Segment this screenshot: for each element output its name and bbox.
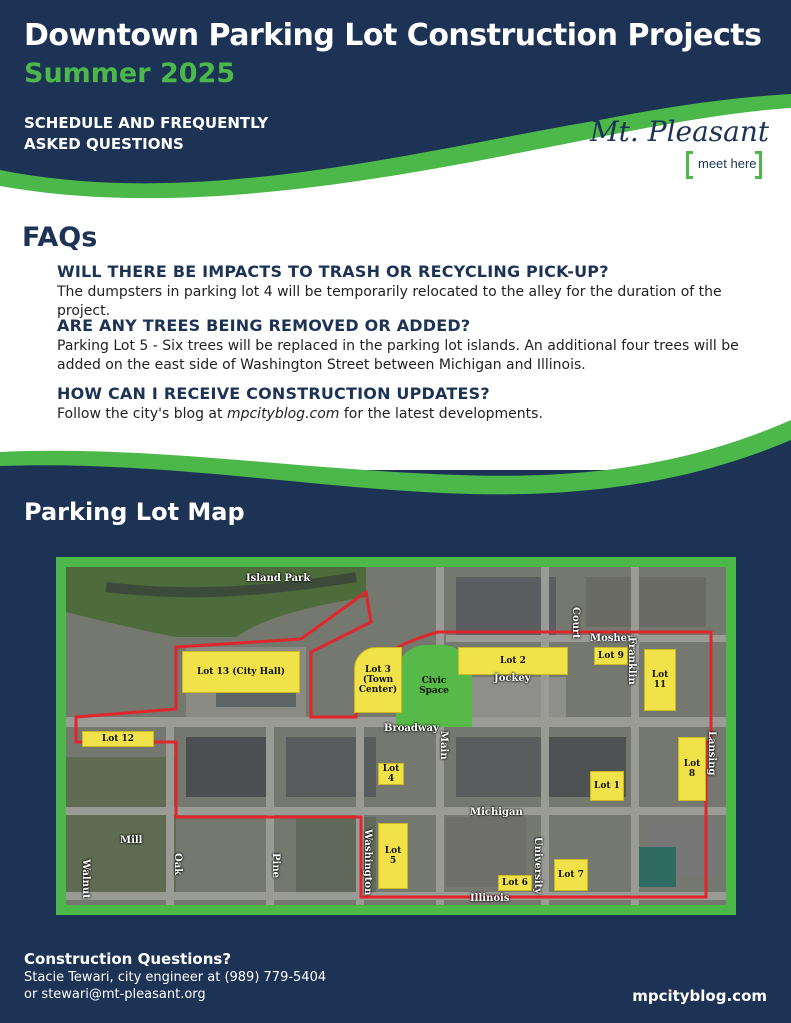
- lot-12: [82, 731, 154, 747]
- contact-line-2: or stewari@mt-pleasant.org: [24, 987, 206, 1002]
- lot-1-label: Lot 1: [594, 781, 620, 791]
- logo-tagline: meet here: [698, 156, 757, 171]
- lot-9-label: Lot 9: [598, 651, 624, 661]
- lot-2-label: Lot 2: [500, 656, 526, 666]
- map-heading: Parking Lot Map: [24, 498, 245, 526]
- street-broadway: Broadway: [384, 723, 439, 734]
- street-main: Main: [438, 731, 449, 760]
- faq-question: WILL THERE BE IMPACTS TO TRASH OR RECYCLING PICK-UP?: [57, 262, 609, 281]
- lot-5-number: 5: [389, 856, 397, 866]
- street-mill: Mill: [120, 835, 143, 846]
- blog-link[interactable]: mpcityblog.com: [226, 406, 340, 422]
- page-title: Downtown Parking Lot Construction Projects: [24, 18, 762, 53]
- lot-12-label: Lot 12: [101, 734, 135, 744]
- faq-item: [57, 384, 757, 424]
- lot-13: [182, 651, 300, 693]
- faq-answer: The dumpsters in parking lot 4 will be temporarily relocated to the alley for the duration of the project.: [57, 284, 722, 319]
- lot-4-label: Lot 4: [382, 764, 400, 784]
- lot-3-sublabel: (Town Center): [358, 675, 398, 695]
- lot-4: [378, 763, 404, 785]
- city-logo: [590, 115, 770, 187]
- lot-7-label: Lot 7: [558, 870, 584, 880]
- faq-question: ARE ANY TREES BEING REMOVED OR ADDED?: [57, 316, 471, 335]
- page-subtitle: Summer 2025: [24, 58, 236, 89]
- parking-map: [66, 567, 726, 905]
- civic-label-1: Civic: [421, 676, 447, 686]
- faq-item: [57, 316, 757, 375]
- faq-answer: [57, 405, 757, 424]
- schedule-label: SCHEDULE AND FREQUENTLY ASKED QUESTIONS: [24, 114, 269, 153]
- lot-11: [644, 649, 676, 711]
- logo-tagline-box: [686, 151, 762, 179]
- faq-question: HOW CAN I RECEIVE CONSTRUCTION UPDATES?: [57, 384, 490, 403]
- street-michigan: Michigan: [470, 807, 523, 818]
- street-mosher: Mosher: [590, 633, 633, 644]
- street-jockey: Jockey: [494, 673, 531, 684]
- street-university: University: [532, 837, 543, 895]
- lot-5: [378, 823, 408, 889]
- street-lansing: Lansing: [706, 731, 717, 776]
- answer-suffix: for the latest developments.: [339, 406, 543, 422]
- lot-3: [354, 647, 402, 713]
- lot-13-label: Lot 13 (City Hall): [196, 667, 286, 677]
- bracket-left-icon: [686, 151, 693, 179]
- street-franklin: Franklin: [626, 637, 637, 685]
- faq-heading: FAQs: [22, 222, 98, 253]
- bracket-right-icon: [755, 151, 762, 179]
- lot-8-label: Lot: [683, 759, 701, 769]
- footer-url[interactable]: mpcityblog.com: [632, 987, 767, 1005]
- street-walnut: Walnut: [80, 859, 91, 899]
- lot-11-label: Lot: [651, 670, 669, 680]
- street-island-park: Island Park: [246, 573, 311, 584]
- lot-8: [678, 737, 706, 801]
- street-washington: Washington: [362, 829, 373, 896]
- lot-11-number: 11: [653, 680, 667, 690]
- street-illinois: Illinois: [470, 893, 510, 904]
- street-court: Court: [570, 607, 581, 639]
- lot-2: [458, 647, 568, 675]
- street-oak: Oak: [172, 853, 183, 876]
- lot-7: [554, 859, 588, 891]
- contact-heading: Construction Questions?: [24, 950, 232, 968]
- map-frame: [56, 557, 736, 915]
- lot-5-label: Lot: [384, 846, 402, 856]
- street-pine: Pine: [270, 853, 281, 878]
- logo-name: Mt. Pleasant: [590, 115, 770, 148]
- lot-6: [498, 875, 532, 891]
- lot-8-number: 8: [688, 769, 696, 779]
- contact-line-1: Stacie Tewari, city engineer at (989) 779-5404: [24, 970, 327, 985]
- lot-6-label: Lot 6: [502, 878, 528, 888]
- civic-label-2: Space: [419, 686, 449, 696]
- answer-prefix: Follow the city's blog at: [57, 406, 227, 422]
- faq-answer: Parking Lot 5 - Six trees will be replaced in the parking lot islands. An additional four trees will be added on the east side of Washington Street between Michigan and Illinois.: [57, 338, 739, 373]
- lot-1: [590, 771, 624, 801]
- lot-9: [594, 647, 628, 665]
- lot-3-label: Lot 3: [365, 665, 391, 675]
- faq-item: [57, 262, 757, 321]
